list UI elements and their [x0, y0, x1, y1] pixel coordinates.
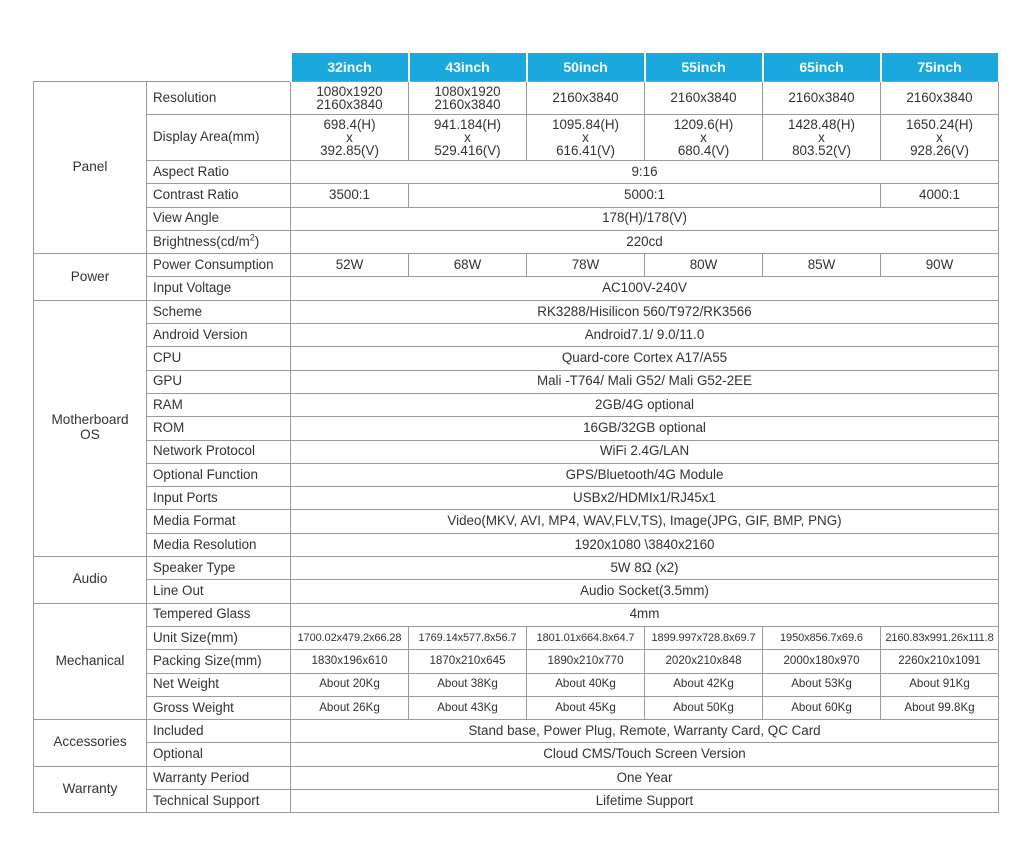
optional-function-value: GPS/Bluetooth/4G Module: [291, 463, 999, 486]
row-cpu: [34, 347, 999, 370]
section-accessories: Accessories: [34, 720, 147, 767]
input-ports-value: USBx2/HDMIx1/RJ45x1: [291, 487, 999, 510]
label-view-angle: View Angle: [147, 207, 291, 230]
warranty-period-value: One Year: [291, 766, 999, 789]
row-network-protocol: [34, 440, 999, 463]
display-area-50: 1095.84(H) x 616.41(V): [527, 115, 645, 161]
unit-size-50: 1801.01x664.8x64.7: [527, 626, 645, 649]
row-brightness: [34, 230, 999, 253]
row-gross-weight: [34, 696, 999, 719]
unit-size-75: 2160.83x991.26x111.8: [881, 626, 999, 649]
packing-size-43: 1870x210x645: [409, 650, 527, 673]
label-optional: Optional: [147, 743, 291, 766]
speaker-type-value: 5W 8Ω (x2): [291, 557, 999, 580]
label-scheme: Scheme: [147, 300, 291, 323]
packing-size-32: 1830x196x610: [291, 650, 409, 673]
unit-size-55: 1899.997x728.8x69.7: [645, 626, 763, 649]
gross-weight-55: About 50Kg: [645, 696, 763, 719]
packing-size-50: 1890x210x770: [527, 650, 645, 673]
row-optional-function: [34, 463, 999, 486]
display-area-32: 698.4(H) x 392.85(V): [291, 115, 409, 161]
label-speaker-type: Speaker Type: [147, 557, 291, 580]
network-protocol-value: WiFi 2.4G/LAN: [291, 440, 999, 463]
label-tempered-glass: Tempered Glass: [147, 603, 291, 626]
label-android-version: Android Version: [147, 324, 291, 347]
view-angle-value: 178(H)/178(V): [291, 207, 999, 230]
resolution-75: 2160x3840: [881, 82, 999, 115]
size-header-75: 75inch: [881, 53, 999, 82]
row-net-weight: [34, 673, 999, 696]
technical-support-value: Lifetime Support: [291, 790, 999, 813]
label-power-consumption: Power Consumption: [147, 254, 291, 277]
size-header-43: 43inch: [409, 53, 527, 82]
spec-table: [33, 53, 1000, 813]
gpu-value: Mali -T764/ Mali G52/ Mali G52-2EE: [291, 370, 999, 393]
section-motherboard-os: Motherboard OS: [34, 300, 147, 556]
resolution-32: 1080x1920 2160x3840: [291, 82, 409, 115]
contrast-ratio-32: 3500:1: [291, 184, 409, 207]
display-area-43: 941.184(H) x 529.416(V): [409, 115, 527, 161]
label-gross-weight: Gross Weight: [147, 696, 291, 719]
gross-weight-43: About 43Kg: [409, 696, 527, 719]
row-ram: [34, 393, 999, 416]
row-line-out: [34, 580, 999, 603]
gross-weight-65: About 60Kg: [763, 696, 881, 719]
resolution-50: 2160x3840: [527, 82, 645, 115]
label-line-out: Line Out: [147, 580, 291, 603]
label-cpu: CPU: [147, 347, 291, 370]
label-included: Included: [147, 720, 291, 743]
row-contrast-ratio: [34, 184, 999, 207]
unit-size-43: 1769.14x577.8x56.7: [409, 626, 527, 649]
unit-size-65: 1950x856.7x69.6: [763, 626, 881, 649]
row-technical-support: [34, 790, 999, 813]
unit-size-32: 1700.02x479.2x66.28: [291, 626, 409, 649]
gross-weight-32: About 26Kg: [291, 696, 409, 719]
power-50: 78W: [527, 254, 645, 277]
section-power: Power: [34, 254, 147, 301]
label-media-resolution: Media Resolution: [147, 533, 291, 556]
label-display-area: Display Area(mm): [147, 115, 291, 161]
scheme-value: RK3288/Hisilicon 560/T972/RK3566: [291, 300, 999, 323]
label-technical-support: Technical Support: [147, 790, 291, 813]
media-resolution-value: 1920x1080 \3840x2160: [291, 533, 999, 556]
net-weight-65: About 53Kg: [763, 673, 881, 696]
input-voltage-value: AC100V-240V: [291, 277, 999, 300]
power-55: 80W: [645, 254, 763, 277]
label-resolution: Resolution: [147, 82, 291, 115]
label-packing-size: Packing Size(mm): [147, 650, 291, 673]
net-weight-55: About 42Kg: [645, 673, 763, 696]
label-rom: ROM: [147, 417, 291, 440]
label-contrast-ratio: Contrast Ratio: [147, 184, 291, 207]
section-audio: Audio: [34, 557, 147, 604]
row-included: [34, 720, 999, 743]
line-out-value: Audio Socket(3.5mm): [291, 580, 999, 603]
label-brightness: $Brightness(cd/m^2)$: [147, 230, 291, 253]
label-warranty-period: Warranty Period: [147, 766, 291, 789]
tempered-glass-value: 4mm: [291, 603, 999, 626]
display-area-65: 1428.48(H) x 803.52(V): [763, 115, 881, 161]
row-gpu: [34, 370, 999, 393]
row-tempered-glass: [34, 603, 999, 626]
row-display-area: [34, 115, 999, 161]
power-65: 85W: [763, 254, 881, 277]
row-unit-size: [34, 626, 999, 649]
row-input-voltage: [34, 277, 999, 300]
label-ram: RAM: [147, 393, 291, 416]
android-version-value: Android7.1/ 9.0/11.0: [291, 324, 999, 347]
gross-weight-75: About 99.8Kg: [881, 696, 999, 719]
row-rom: [34, 417, 999, 440]
row-power-consumption: [34, 254, 999, 277]
size-header-65: 65inch: [763, 53, 881, 82]
section-mechanical: Mechanical: [34, 603, 147, 719]
size-header-row: [34, 53, 999, 82]
row-aspect-ratio: [34, 161, 999, 184]
display-area-55: 1209.6(H) x 680.4(V): [645, 115, 763, 161]
section-warranty: Warranty: [34, 766, 147, 813]
net-weight-43: About 38Kg: [409, 673, 527, 696]
label-unit-size: Unit Size(mm): [147, 626, 291, 649]
packing-size-75: 2260x210x1091: [881, 650, 999, 673]
optional-value: Cloud CMS/Touch Screen Version: [291, 743, 999, 766]
label-aspect-ratio: Aspect Ratio: [147, 161, 291, 184]
power-32: 52W: [291, 254, 409, 277]
row-media-format: [34, 510, 999, 533]
label-network-protocol: Network Protocol: [147, 440, 291, 463]
size-header-50: 50inch: [527, 53, 645, 82]
row-media-resolution: [34, 533, 999, 556]
gross-weight-50: About 45Kg: [527, 696, 645, 719]
row-optional: [34, 743, 999, 766]
row-android-version: [34, 324, 999, 347]
aspect-ratio-value: 9:16: [291, 161, 999, 184]
power-43: 68W: [409, 254, 527, 277]
section-panel: Panel: [34, 82, 147, 254]
rom-value: 16GB/32GB optional: [291, 417, 999, 440]
packing-size-65: 2000x180x970: [763, 650, 881, 673]
net-weight-50: About 40Kg: [527, 673, 645, 696]
contrast-ratio-75: 4000:1: [881, 184, 999, 207]
included-value: Stand base, Power Plug, Remote, Warranty Card, QC Card: [291, 720, 999, 743]
row-view-angle: [34, 207, 999, 230]
spec-sheet: [33, 53, 1000, 813]
net-weight-75: About 91Kg: [881, 673, 999, 696]
label-input-ports: Input Ports: [147, 487, 291, 510]
contrast-ratio-43-65: 5000:1: [409, 184, 881, 207]
row-input-ports: [34, 487, 999, 510]
cpu-value: Quard-core Cortex A17/A55: [291, 347, 999, 370]
label-input-voltage: Input Voltage: [147, 277, 291, 300]
display-area-75: 1650.24(H) x 928.26(V): [881, 115, 999, 161]
label-net-weight: Net Weight: [147, 673, 291, 696]
ram-value: 2GB/4G optional: [291, 393, 999, 416]
size-header-55: 55inch: [645, 53, 763, 82]
label-gpu: GPU: [147, 370, 291, 393]
packing-size-55: 2020x210x848: [645, 650, 763, 673]
resolution-43: 1080x1920 2160x3840: [409, 82, 527, 115]
size-header-32: 32inch: [291, 53, 409, 82]
resolution-65: 2160x3840: [763, 82, 881, 115]
label-optional-function: Optional Function: [147, 463, 291, 486]
resolution-55: 2160x3840: [645, 82, 763, 115]
row-speaker-type: [34, 557, 999, 580]
row-resolution: [34, 82, 999, 115]
media-format-value: Video(MKV, AVI, MP4, WAV,FLV,TS), Image(JPG, GIF, BMP, PNG): [291, 510, 999, 533]
net-weight-32: About 20Kg: [291, 673, 409, 696]
row-warranty-period: [34, 766, 999, 789]
row-scheme: [34, 300, 999, 323]
row-packing-size: [34, 650, 999, 673]
power-75: 90W: [881, 254, 999, 277]
brightness-value: 220cd: [291, 230, 999, 253]
label-media-format: Media Format: [147, 510, 291, 533]
